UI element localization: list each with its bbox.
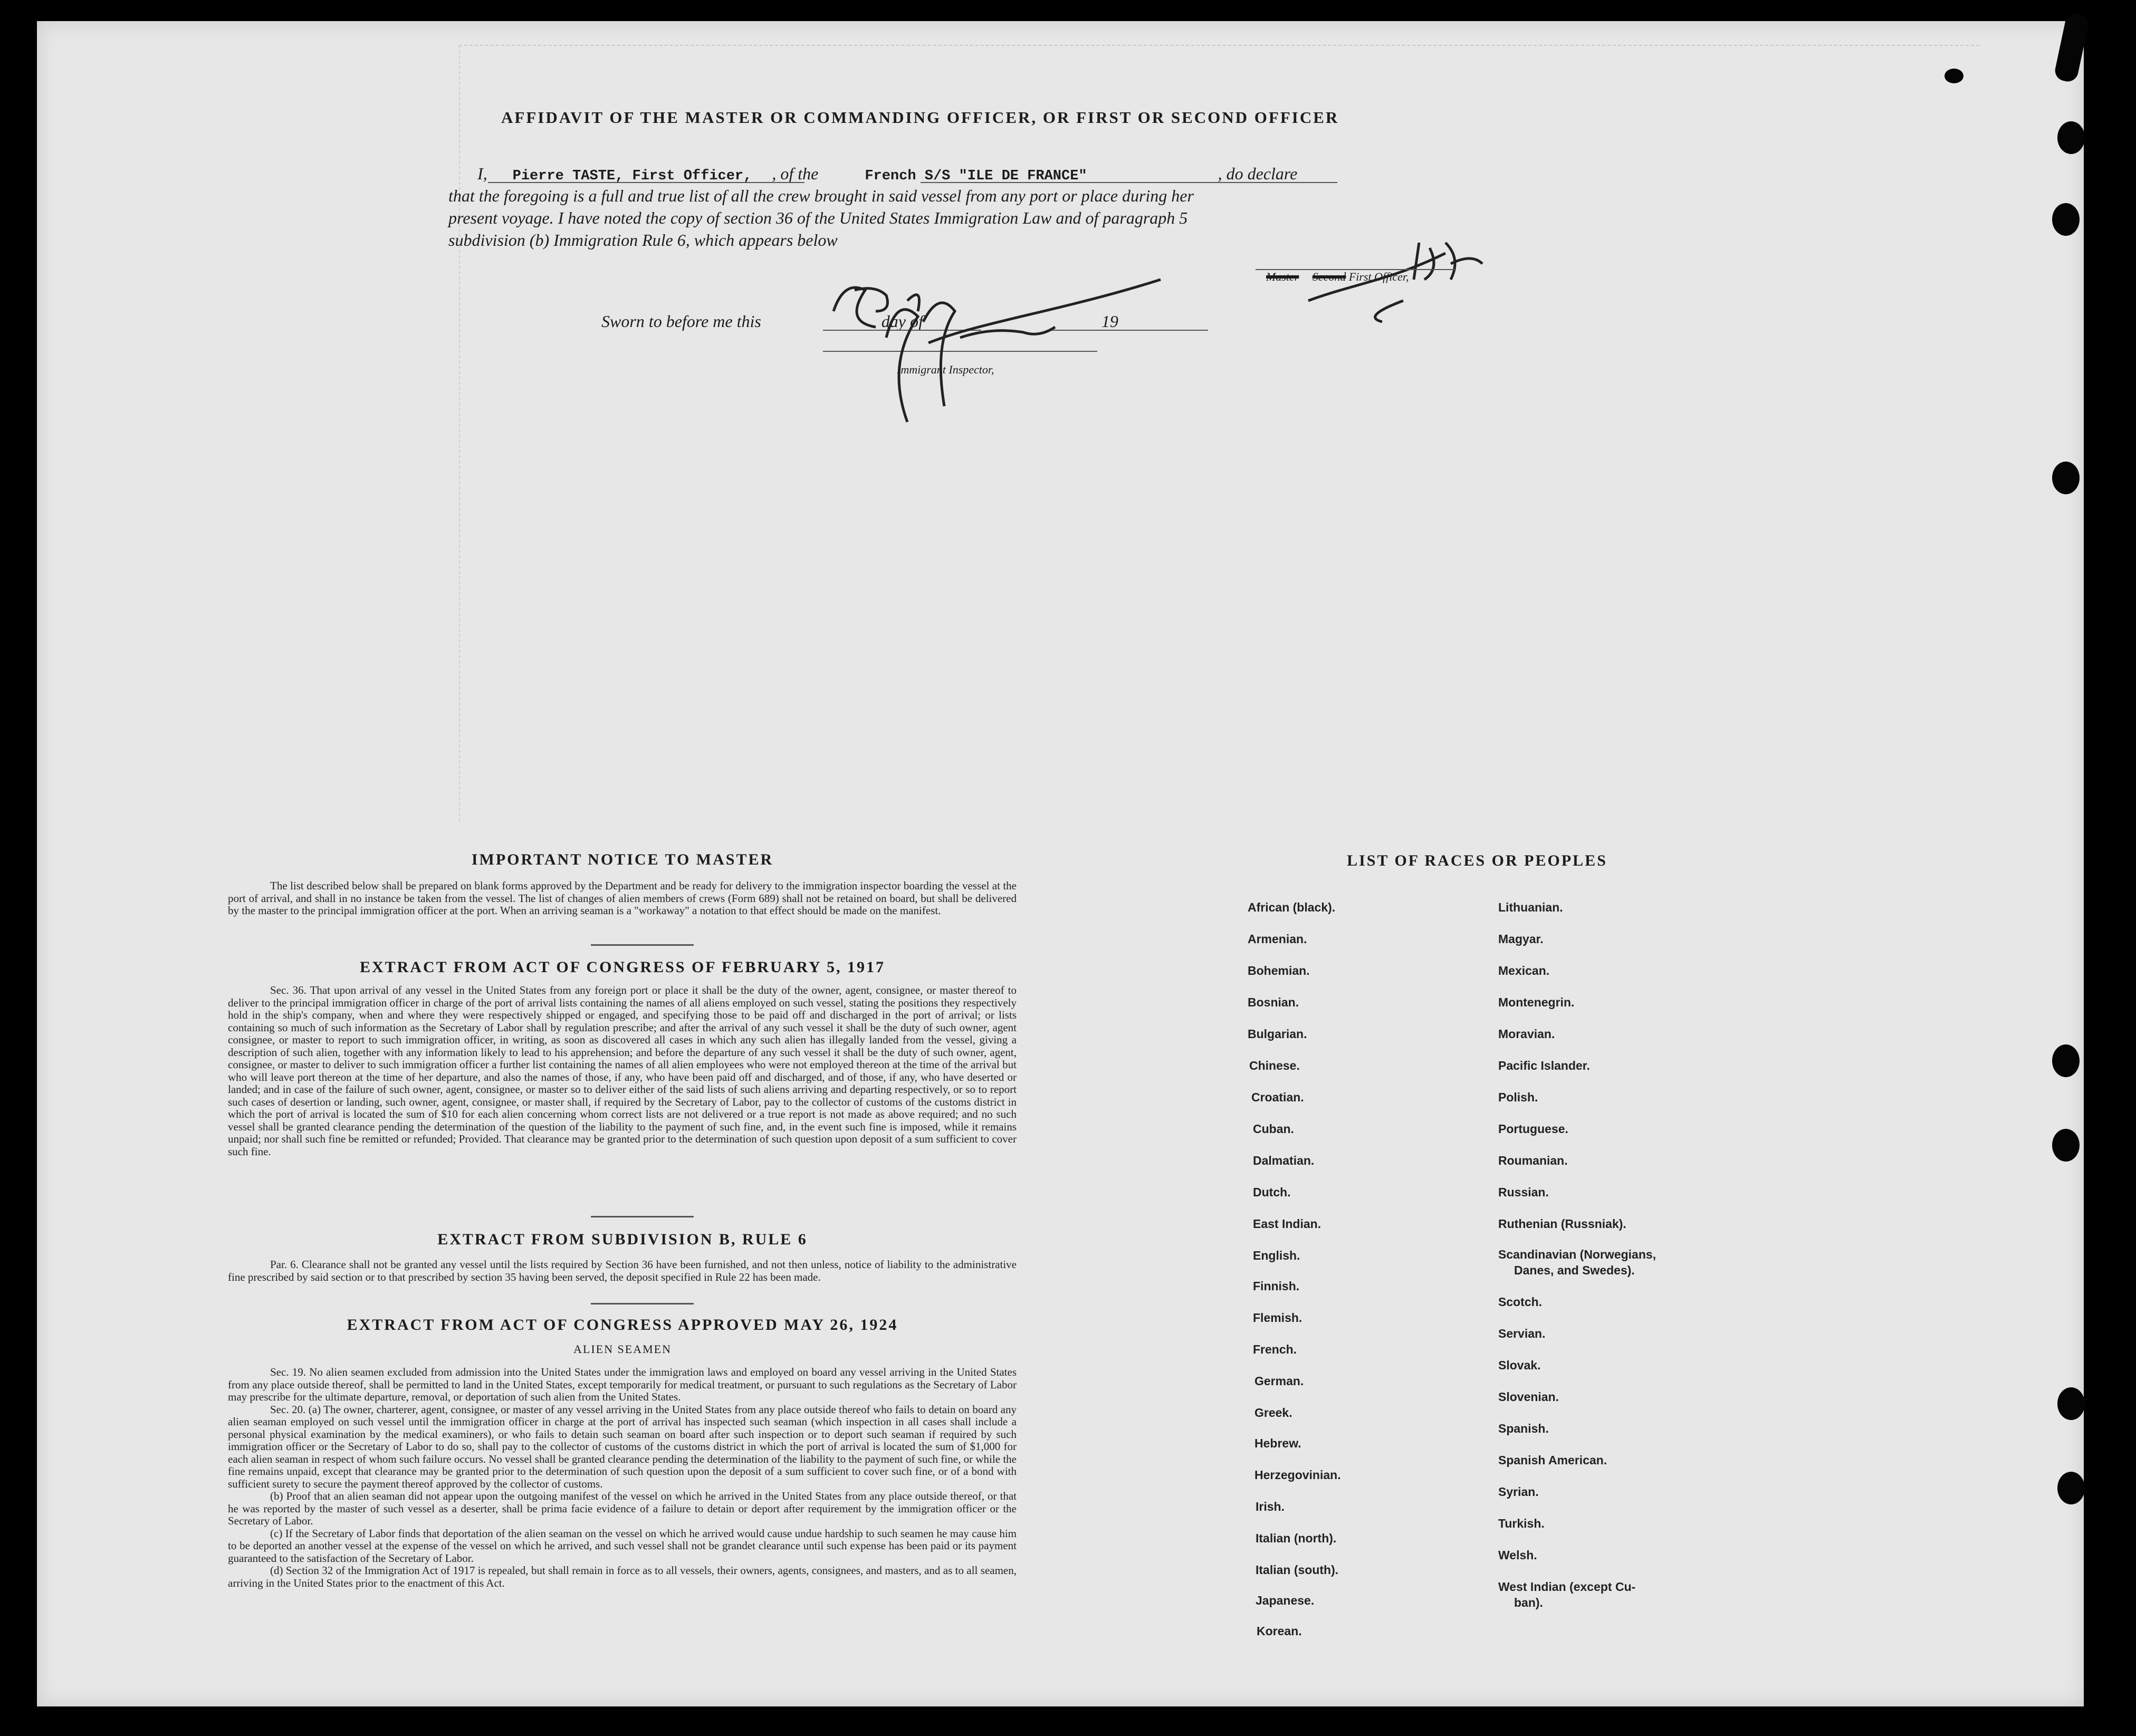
notice-title: IMPORTANT NOTICE TO MASTER <box>471 851 774 868</box>
declaration-line-3: present voyage. I have noted the copy of section 36 of the United States Immigration Law and of paragraph 5 <box>448 208 1188 227</box>
subdivision-b-text: Par. 6. Clearance shall not be granted any vessel until the lists required by Section 36 have been furnished, and not then unless, notice of liability to the administrative fine prescribed by said section or to that prescribed by section 35 having been served, the deposit specified in Rule 22 has been made. <box>228 1258 1017 1283</box>
name-underline <box>488 182 804 183</box>
officer-signature-line <box>1256 269 1456 270</box>
sworn-label: Sworn to before me this <box>601 312 761 331</box>
punch-hole <box>2052 1129 2080 1162</box>
declare-label: , do declare <box>1218 164 1298 183</box>
race-item: Scotch. <box>1498 1295 1543 1309</box>
race-item: Italian (north). <box>1256 1531 1337 1545</box>
races-title: LIST OF RACES OR PEOPLES <box>1347 852 1607 869</box>
vessel-name-typed: French S/S "ILE DE FRANCE" <box>865 168 1087 184</box>
vessel-underline <box>921 182 1337 183</box>
declaration-line-4: subdivision (b) Immigration Rule 6, which appears below <box>448 231 838 250</box>
punch-hole <box>2057 121 2085 154</box>
divider <box>591 944 694 946</box>
race-item: Montenegrin. <box>1498 995 1575 1009</box>
punch-hole <box>1945 69 1963 83</box>
extract-1924-paragraph: Sec. 20. (a) The owner, charterer, agent, consignee, or master of any vessel arriving in the United States from any place outside thereof who fails to detain on board any alien seaman employed on such vessel until the immigration officer in charge at the port of arrival has inspected such seaman (which inspection in all cases shall include a personal physical examination by the medical examiners), or who fails to detain such seaman on board after such inspection or to deport such seaman if required by such immigration officer or the Secretary of Labor to do so, shall pay to the collector of customs of the customs district in which the port of arrival is located the sum of $1,000 for each alien seaman in respect of whom such failure occurs. No vessel shall be granted clearance pending the determination of the liability to the payment of such fine, or while the fine remains unpaid, except that clearance may be granted prior to the determination of such question upon the deposit of a sum sufficient to cover such fine, or of a bond with sufficient surety to secure the payment thereof approved by the collector of customs. <box>228 1403 1017 1490</box>
race-item: Polish. <box>1498 1090 1538 1104</box>
race-item: Russian. <box>1498 1185 1549 1199</box>
race-item: Greek. <box>1254 1406 1292 1420</box>
race-item: Spanish American. <box>1498 1453 1607 1467</box>
race-item: African (black). <box>1248 900 1336 914</box>
divider <box>591 1303 694 1305</box>
struck-second: Second <box>1312 270 1346 283</box>
race-item: Chinese. <box>1249 1059 1300 1072</box>
race-item: Moravian. <box>1498 1027 1555 1041</box>
year-prefix: 19 <box>1101 312 1118 331</box>
officer-name-typed: Pierre TASTE, First Officer, <box>512 168 752 184</box>
punch-hole <box>2052 1044 2080 1077</box>
i-label: I, <box>477 164 487 183</box>
extract-1917-text: Sec. 36. That upon arrival of any vessel in the United States from any foreign port or place it shall be the duty of the owner, agent, consignee, or master thereof to deliver to the principal immigration officer in charge of the port of arrival lists containing the names of all aliens employed on such vessel, stating the positions they respectively hold in the ship's company, when and where they were respectively shipped or engaged, and specifying those to be paid off and discharged in the port of arrival; or lists containing so much of such information as the Secretary of Labor shall by regulation prescribe; and after the arrival of any such vessel it shall be the duty of such owner, agent consignee, or master to report to such immigration officer, in writing, as soon as discovered all cases in which any such alien has illegally landed from the vessel, giving a description of such alien, together with any information likely to lead to his apprehension; and before the departure of any such vessel it shall be the duty of such owner, agent, consignee, or master to deliver to such immigration officer a further list containing the names of all alien employees who were not employed thereon at the time of the arrival but who will leave port thereon at the time of her departure, and also the names of those, if any, who have been paid off and discharged, and of those, if any, who have deserted or landed; and in case of the failure of such owner, agent, consignee, or master so to deliver either of the said lists of such aliens arriving and departing respectively, or so to report such cases of desertion or landing, such owner, agent, consignee, or master shall, if required by the Secretary of Labor, pay to the collector of customs of the customs district in which the port of arrival is located the sum of $10 for each alien concerning whom correct lists are not delivered or a true report is not made as above required; and no such vessel shall be granted clearance pending the determination of the question of the liability to the payment of such fine, and, in the event such fine is imposed, while it remains unpaid; nor shall such fine be remitted or refunded; Provided. That clearance may be granted prior to the determination of such question upon deposit of a sum sufficient to cover such fine. <box>228 984 1017 1158</box>
race-item: Dalmatian. <box>1253 1154 1315 1167</box>
alien-seamen-subtitle: ALIEN SEAMEN <box>573 1342 672 1356</box>
race-item: Bulgarian. <box>1248 1027 1307 1041</box>
inspector-label: Immigrant Inspector, <box>897 363 994 376</box>
race-item: German. <box>1254 1374 1304 1388</box>
race-item: Dutch. <box>1253 1185 1291 1199</box>
punch-hole <box>2052 203 2080 236</box>
race-item: French. <box>1253 1342 1297 1356</box>
race-item: Servian. <box>1498 1327 1546 1340</box>
race-item: East Indian. <box>1253 1217 1321 1231</box>
race-item: Roumanian. <box>1498 1154 1568 1167</box>
race-item: Bosnian. <box>1248 995 1299 1009</box>
extract-1924-paragraph: (c) If the Secretary of Labor finds that deportation of the alien seaman on the vessel on which he arrived would cause undue hardship to such seamen he may cause him to be deported an another vessel at the expense of the vessel on which he arrived, and such vessel shall not be grandet clearance until such expense has been paid or its payment guaranteed to the satisfaction of the Secretary of Labor. <box>228 1527 1017 1565</box>
race-item: Slovak. <box>1498 1358 1541 1372</box>
extract-1924-body <box>228 1366 1017 1589</box>
declaration-line-2: that the foregoing is a full and true list of all the crew brought in said vessel from any port or place during her <box>448 186 1194 205</box>
race-item: Flemish. <box>1253 1311 1302 1325</box>
officer-caption: First Officer, <box>1348 270 1409 283</box>
race-item: Slovenian. <box>1498 1390 1559 1404</box>
race-item: Cuban. <box>1253 1122 1294 1136</box>
officer-caption-row <box>1266 270 1409 284</box>
race-item: Hebrew. <box>1254 1436 1301 1450</box>
race-item: Korean. <box>1257 1624 1302 1638</box>
race-item: Pacific Islander. <box>1498 1059 1590 1072</box>
race-item: Ruthenian (Russniak). <box>1498 1217 1626 1231</box>
affidavit-title: AFFIDAVIT OF THE MASTER OR COMMANDING OFFICER, OR FIRST OR SECOND OFFICER <box>501 108 1339 127</box>
race-item: Italian (south). <box>1256 1563 1339 1577</box>
punch-hole <box>2052 462 2080 494</box>
race-item: Mexican. <box>1498 964 1550 977</box>
inspector-signature <box>823 258 1203 433</box>
race-item: West Indian (except Cu- <box>1498 1580 1636 1594</box>
punch-hole <box>2057 1472 2085 1504</box>
race-item: Danes, and Swedes). <box>1514 1263 1635 1277</box>
race-item: Croatian. <box>1251 1090 1304 1104</box>
race-item: Scandinavian (Norwegians, <box>1498 1248 1656 1261</box>
of-label: , of the <box>772 164 819 183</box>
race-item: Japanese. <box>1256 1594 1315 1607</box>
race-item: Magyar. <box>1498 932 1544 946</box>
race-item: Armenian. <box>1248 932 1307 946</box>
extract-1917-title: EXTRACT FROM ACT OF CONGRESS OF FEBRUARY 5, 1917 <box>359 958 886 976</box>
race-item: Welsh. <box>1498 1548 1537 1562</box>
race-item: Irish. <box>1256 1500 1285 1513</box>
subdivision-b-title: EXTRACT FROM SUBDIVISION B, RULE 6 <box>437 1231 808 1248</box>
race-item: Portuguese. <box>1498 1122 1568 1136</box>
race-item: Syrian. <box>1498 1485 1539 1499</box>
race-item: ban). <box>1514 1596 1543 1609</box>
crew-list-frame <box>459 45 1979 821</box>
extract-1924-title: EXTRACT FROM ACT OF CONGRESS APPROVED MAY 26, 1924 <box>347 1316 898 1334</box>
notice-text: The list described below shall be prepared on blank forms approved by the Department and be ready for delivery to the immigration inspector boarding the vessel at the port of arrival, and shall in no instance be taken from the vessel. The list of changes of alien members of crews (Form 689) shall not be retained on board, but shall be delivered by the master to the principal immigration officer at the port. When an arriving seaman is a "workaway" a notation to that effect should be made on the manifest. <box>228 879 1017 917</box>
extract-1924-paragraph: (d) Section 32 of the Immigration Act of 1917 is repealed, but shall remain in force as to all vessels, their owners, agents, consignees, and masters, and as to all seamen, arriving in the United States prior to the enactment of this Act. <box>228 1564 1017 1589</box>
race-item: Lithuanian. <box>1498 900 1563 914</box>
divider <box>591 1216 694 1217</box>
race-item: English. <box>1253 1249 1300 1262</box>
race-item: Turkish. <box>1498 1517 1545 1530</box>
declaration-line-1 <box>477 162 1480 187</box>
punch-hole <box>2057 1387 2085 1420</box>
day-of-label: day of <box>881 312 923 331</box>
extract-1924-paragraph: Sec. 19. No alien seamen excluded from admission into the United States under the immigration laws and employed on board any vessel arriving in the United States from any place outside thereof, shall be permitted to land in the United States, except temporarily for medical treatment, or pursuant to such regulations as the Secretary of Labor may prescribe for the ultimate departure, removal, or deportation of such alien from the United States. <box>228 1366 1017 1403</box>
race-item: Spanish. <box>1498 1422 1549 1435</box>
race-item: Bohemian. <box>1248 964 1310 977</box>
race-item: Herzegovinian. <box>1254 1468 1341 1482</box>
struck-master: Master <box>1266 270 1299 283</box>
race-item: Finnish. <box>1253 1279 1300 1293</box>
extract-1924-paragraph: (b) Proof that an alien seaman did not appear upon the outgoing manifest of the vessel on which he arrived in the United States from any place outside thereof, or that he was reported by the master of such vessel as a deserter, shall be prima facie evidence of a failure to detain or deport after requirement by the immigration officer or the Secretary of Labor. <box>228 1490 1017 1527</box>
